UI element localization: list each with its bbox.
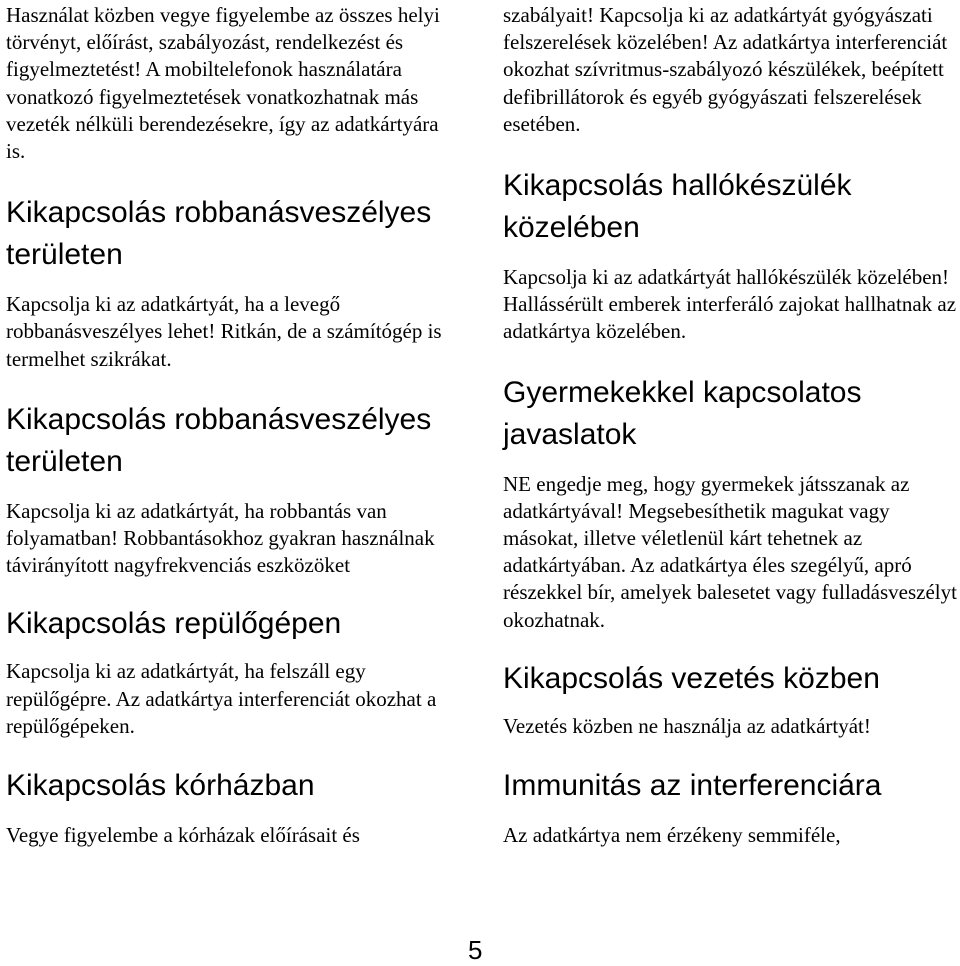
left-column bbox=[6, 0, 458, 849]
section-body-children: NE engedje meg, hogy gyermekek játsszanak az adatkártyával! Megsebesíthetik magukat vagy másokat, illetve véletlenül kárt tehetnek az adatkártyában. Az adatkártya éles szegélyű, apró részekkel bír, amelyek balesetet vagy fulladásveszélyt okozhatnak. bbox=[503, 471, 957, 632]
section-body-interference-immunity: Az adatkártya nem érzékeny semmiféle, bbox=[503, 823, 841, 848]
page-number: 5 bbox=[468, 935, 483, 965]
intro-paragraph: Használat közben vegye figyelembe az összes helyi törvényt, előírást, szabályozást, rendelkezést és figyelmeztetést! A mobiltelefonok használatára vonatkozó figyelmeztetések vonatkozhatnak más vezeték nélküli berendezésekre, így az adatkártyára is. bbox=[6, 3, 440, 164]
section-heading-explosive-area: Kikapcsolás robbanásveszélyes területen bbox=[6, 196, 432, 272]
section-body-blasting-area: Kapcsolja ki az adatkártyát, ha robbantás van folyamatban! Robbantásokhoz gyakran használnak távirányított nagyfrekvenciás eszközöket bbox=[6, 498, 435, 578]
section-body-explosive-area: Kapcsolja ki az adatkártyát, ha a levegő robbanásveszélyes lehet! Ritkán, de a számítógép is termelhet szikrákat. bbox=[6, 292, 442, 371]
section-heading-hearing-aid: Kikapcsolás hallókészülék közelében bbox=[503, 169, 852, 245]
section-heading-interference-immunity: Immunitás az interferenciára bbox=[503, 769, 882, 803]
section-body-hearing-aid: Kapcsolja ki az adatkártyát hallókészülék közelében! Hallássérült emberek interferáló zajokat hallhatnak az adatkártya közelében. bbox=[503, 265, 957, 344]
section-body-hospital: Vegye figyelembe a kórházak előírásait és bbox=[6, 823, 360, 848]
section-heading-aircraft: Kikapcsolás repülőgépen bbox=[6, 607, 342, 641]
section-heading-blasting-area: Kikapcsolás robbanásveszélyes területen bbox=[6, 402, 432, 478]
section-heading-driving: Kikapcsolás vezetés közben bbox=[503, 661, 880, 695]
section-heading-hospital: Kikapcsolás kórházban bbox=[6, 769, 315, 803]
section-body-aircraft: Kapcsolja ki az adatkártyát, ha felszáll egy repülőgépre. Az adatkártya interferenciát okozhat a repülőgépeken. bbox=[6, 659, 437, 738]
section-body-driving: Vezetés közben ne használja az adatkártyát! bbox=[503, 713, 871, 738]
right-column bbox=[503, 0, 957, 849]
continuation-paragraph: szabályait! Kapcsolja ki az adatkártyát gyógyászati felszerelések közelében! Az adatkártya interferenciát okozhat szívritmus-szabályozó készülékek, beépített defibrillátorok és egyéb gyógyászati felszerelések esetében. bbox=[503, 3, 948, 136]
section-heading-children: Gyermekekkel kapcsolatos javaslatok bbox=[503, 375, 862, 451]
